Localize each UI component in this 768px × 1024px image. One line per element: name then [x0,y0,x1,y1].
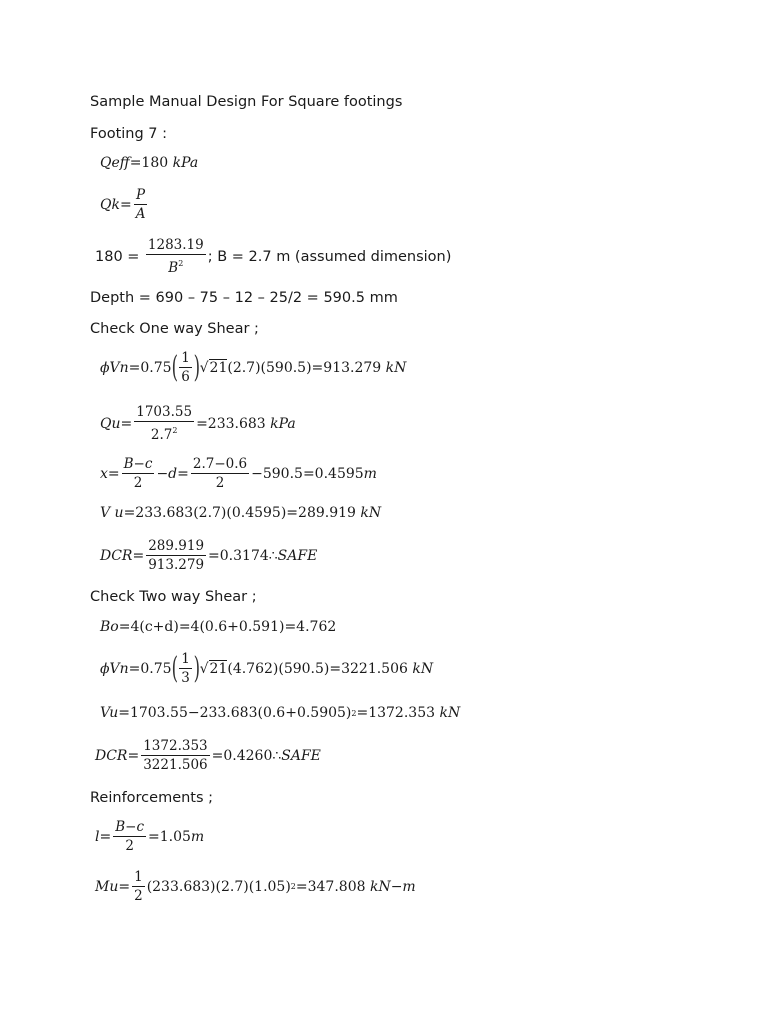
vu-one-way-equation: V u =233.683(2.7)(0.4595)=289.919 kN [100,505,382,521]
depth-line: Depth = 690 – 75 – 12 – 25/2 = 590.5 mm [90,290,398,306]
reinforcements-heading: Reinforcements ; [90,790,214,806]
footing-label: Footing 7 : [90,126,168,142]
qk-fraction: $\frac{P}{A}$ [135,187,146,222]
dcr-two-way-equation: DCR = $\frac{1372.353}{3221.506}$ =0.4260∴ SAFE [95,738,321,773]
one-way-shear-heading: Check One way Shear ; [90,321,259,337]
l-equation: l = $\frac{B-c}{2}$ =1.05 m [95,819,205,854]
vu-two-way-equation: Vu =1703.55−233.683(0.6+0.5905) 2 =1372.353 kN [100,705,461,721]
phivn-two-way-equation: ϕVn =0.75 ( $\frac{1}{3}$ ) √ 21 (4.762)(590.5)=3221.506 kN [100,650,434,686]
dcr-one-way-equation: DCR = $\frac{289.919}{913.279}$ =0.3174∴ SAFE [100,538,318,573]
two-way-shear-heading: Check Two way Shear ; [90,589,257,605]
mu-equation: Mu = $\frac{1}{2}$ (233.683)(2.7)(1.05) 2 =347.808 kN−m [95,869,416,904]
bo-equation: Bo =4(c+d)=4(0.6+0.591)=4.762 [100,619,337,635]
x-equation: x = $\frac{B-c}{2}$ −d= $\frac{2.7-0.6}{2}$ −590.5=0.4595 m [100,456,377,491]
qk-equation: Qk = $\frac{P}{A}$ [100,187,146,222]
trial-fraction: $\frac{1283.19}{B^2}$ [147,237,204,276]
phivn-one-way-equation: ϕVn =0.75 ( $\frac{1}{6}$ ) √ 21 (2.7)(590.5)=913.279 kN [100,349,407,385]
qu-equation: Qu = $\frac{1703.55}{2.7^2}$ =233.683 kPa [100,404,296,443]
trial-dimension-equation: 180 = $\frac{1283.19}{B^2}$ ; B = 2.7 m (assumed dimension) [95,237,452,276]
qeff-equation: Qeff =180 kPa [100,155,199,171]
document-title: Sample Manual Design For Square footings [90,94,403,110]
